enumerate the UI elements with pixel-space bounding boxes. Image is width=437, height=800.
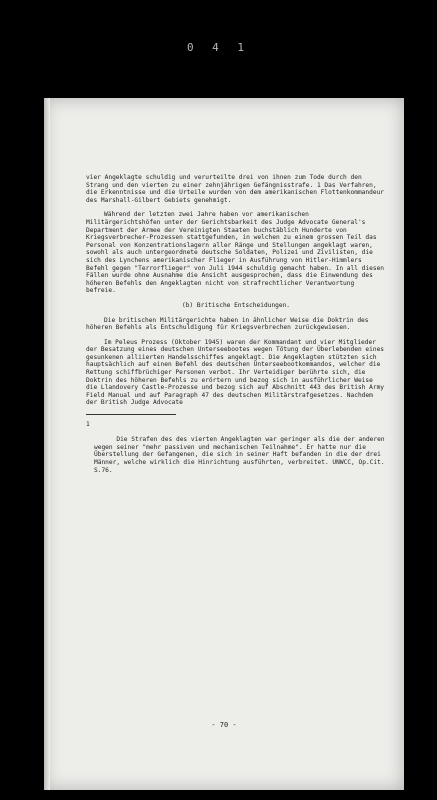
- microfilm-frame-number: 0 4 1: [186, 41, 251, 54]
- paragraph-verdict: vier Angeklagte schuldig und verurteilte drei von ihnen zum Tode durch den Strang und den vierten zu einer zehnjährigen Gefängnisstrafe. 1 Das Verfahren, die Erkenntnisse und die Urteile wurden von dem amerikanischen Flottenkommandeur des Marshall-Gilbert Gebiets genehmigt.: [86, 174, 388, 204]
- document-page: [44, 98, 404, 790]
- footnote-number: 1: [86, 421, 90, 429]
- page-body: [86, 174, 389, 489]
- page-edge-shadow: [44, 98, 50, 790]
- footnote-text: Die Strafen des des vierten Angeklagten war geringer als die der anderen wegen seiner "mehr passiven und mechanischen Teilnahme". Er hatte nur die Überstellung der Gefangenen, die sich in seiner Haft befanden in die der drei Männer, welche wirklich die Hinrichtung ausführten, verbreitet. UNWCC, Op.Cit. S.76.: [94, 436, 389, 474]
- footnote: [86, 421, 389, 482]
- section-heading-british: (b) Britische Entscheidungen.: [181, 301, 291, 309]
- page-number: - 70 -: [211, 721, 237, 729]
- paragraph-peleus-trial: Im Peleus Prozess (Oktober 1945) waren der Kommandant und vier Mitglieder der Besatzung eines deutschen Unterseebootes wegen Tötung der Überlebenden eines gesunkenen alliierten Handelsschiffes angeklagt. Die Angeklagten stützten sich hauptsächlich auf einen Befehl des deutschen Unterseebootkommandos, welcher die Rettung schiffbrüchiger Personen verbot. Ihr Verteidiger berührte sich, die Doktrin des höheren Befehls zu erörtern und bezog sich in ausführlicher Weise die Llandovery Castle-Prozesse und bezog sich auf Abschnitt 443 des British Army Field Manual und auf Paragraph 47 des deutschen Militärstrafgesetzes. Nachdem der British Judge Advocate: [86, 338, 388, 407]
- paragraph-british-courts: Die britischen Militärgerichte haben in ähnlicher Weise die Doktrin des höheren Befehls als Entschuldigung für Kriegsverbrechen zurückgewiesen.: [86, 316, 373, 332]
- paragraph-american-trials: Während der letzten zwei Jahre haben vor amerikanischen Militärgerichtshöfen unter der Gerichtsbarkeit des Judge Advocate General's Department der Armee der Vereinigten Staaten buchstäblich Hunderte von Kriegsverbrecher-Prozessen stattgefunden, in welchen zu einem grossen Teil das Personal von Konzentrationslagern aller Ränge und Stellungen angeklagt waren, sowohl als auch untergeordnete deutsche Soldaten, Polizei und Zivilisten, die sich des Lynchens amerikanischer Flieger in Ausführung von Hitler-Himmlers Befehl gegen "Terrorflieger" von Juli 1944 schuldig gemacht haben. In all diesen Fällen wurde ohne Ausnahme die Ansicht ausgesprochen, dass die Einwendung des höheren Befehls den Angeklagten nicht von strafrechtlicher Verantwortung befreie.: [86, 211, 388, 295]
- footnote-separator: [86, 414, 176, 415]
